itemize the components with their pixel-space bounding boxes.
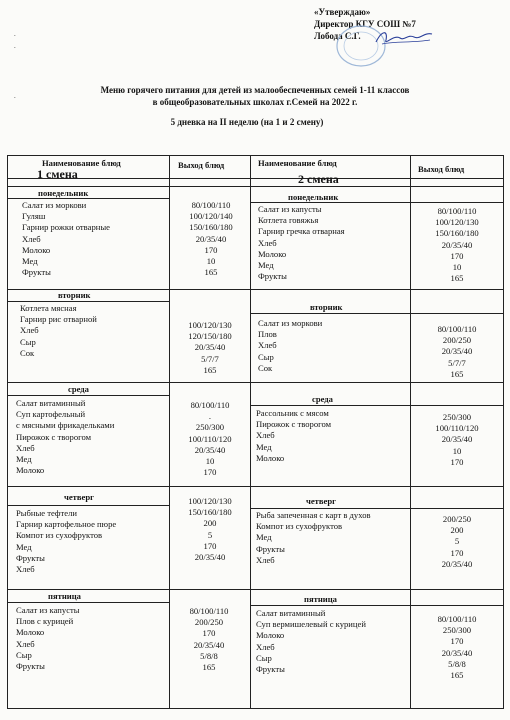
day-divider [8,198,169,199]
dish: Фрукты [16,552,45,563]
output: 165 [450,368,464,379]
row-divider [8,186,503,187]
day-label: вторник [58,290,91,300]
dish: с мясными фрикадельками [16,420,115,431]
output: 100/110/120 [188,433,232,444]
day-label: понедельник [38,188,89,198]
output: 170 [450,250,464,261]
col-divider [250,156,251,708]
output: 10 [452,445,462,456]
day-divider [250,508,503,509]
dish: Салат из моркови [22,200,87,210]
dish-list [22,200,110,278]
dish: Молоко [16,465,45,476]
day-label: среда [68,384,89,394]
dish: Сыр [20,336,36,347]
dish: Сыр [256,652,272,663]
output: 165 [203,364,217,375]
output-list [174,400,246,478]
header-dish-name-2: Наименование блюд [258,158,337,168]
output: 250/300 [442,412,472,422]
output: 170 [450,547,464,558]
output: 20/35/40 [441,434,473,445]
dish: Рассольник с мясом [256,408,329,418]
dish: Компот из сухофруктов [16,530,103,541]
output: . [208,411,212,422]
output: 5/7/7 [448,357,466,368]
dish: Мед [256,532,272,543]
dish: Суп картофельный [16,409,86,420]
day-divider [250,313,503,314]
dish: Гуляш [22,211,46,222]
dish: Сок [20,347,35,358]
col-divider [169,156,170,708]
dish: Фрукты [256,543,285,554]
day-divider [8,395,169,396]
margin-mark: . [14,92,16,100]
output: 150/160/180 [189,222,233,233]
signature [372,28,436,48]
dish: Молоко [16,627,45,638]
output: 80/100/110 [190,400,230,410]
dish: Хлеб [20,325,39,336]
col-divider [410,156,411,708]
output: 150/160/180 [188,507,232,518]
dish: Плов с курицей [16,616,74,627]
output: 170 [203,467,217,478]
output: 20/35/40 [194,342,226,353]
output: 200 [203,518,217,529]
day-label: среда [312,394,333,404]
output-list [414,412,500,468]
header-dish-name: Наименование блюд [42,158,121,168]
output: 170 [450,636,464,647]
dish: Мед [16,541,32,552]
output: 5 [454,536,460,547]
dish: Хлеб [258,237,277,248]
dish: Молоко [22,244,51,255]
output-list [414,206,500,284]
dish: Фрукты [16,661,45,672]
dish: Пирожок с творогом [256,419,332,430]
output: 10 [206,256,216,267]
shift-2-label: 2 смена [298,172,339,186]
output: 100/120/140 [189,211,233,222]
day-divider [250,605,503,606]
dish: Салат из моркови [258,318,323,328]
menu-title-line-2: в общеобразовательных школах г.Семей на 2022 г. [152,97,358,107]
menu-subtitle: 5 дневка на II неделю (на 1 и 2 смену) [170,117,324,127]
day-divider [8,301,169,302]
day-label: вторник [310,302,343,312]
dish: Котлета говяжья [258,215,319,226]
margin-mark: . [14,30,16,38]
output: 200/250 [194,617,224,628]
dish-list [20,303,97,359]
dish: Гарнир рис отварной [20,314,97,325]
dish: Гарнир гречка отварная [258,226,345,237]
output: 5 [207,529,213,540]
output: 165 [202,662,216,673]
output: 10 [452,262,462,273]
dish: Мед [256,441,272,452]
output: 120/150/180 [188,331,232,342]
header-output-2: Выход блюд [418,164,465,174]
dish: Плов [258,329,277,340]
output: 165 [204,267,218,278]
day-divider [8,602,169,603]
output: 20/35/40 [441,558,473,569]
shift-1-label: 1 смена [37,167,78,181]
dish: Сыр [258,351,274,362]
output-list [414,614,500,681]
dish-list [16,398,114,476]
output: 80/100/110 [437,614,477,624]
output: 5/8/8 [448,658,466,669]
output: 100/110/120 [435,423,479,434]
dish: Салат витаминный [256,608,326,618]
dish: Гарнир картофельное пюре [16,519,117,530]
menu-table [7,155,504,709]
dish: Хлеб [16,442,35,453]
output-list [174,496,246,563]
output: 20/35/40 [193,639,225,650]
day-label: четверг [306,496,337,506]
output: 5/8/8 [200,650,218,661]
output: 100/120/130 [188,496,232,506]
dish: Пирожок с творогом [16,431,92,442]
output-list [174,320,246,376]
dish: Хлеб [258,340,277,351]
output: 10 [205,456,215,467]
dish: Котлета мясная [20,303,77,313]
output: 170 [450,456,464,467]
dish: Салат витаминный [16,398,86,408]
output: 80/100/110 [191,200,231,210]
dish: Хлеб [16,638,35,649]
output: 100/120/130 [435,217,479,228]
output-list [414,324,500,380]
dish: Салат из капусты [258,204,322,214]
output: 165 [450,273,464,284]
dish: Фрукты [256,664,285,675]
dish: Молоко [256,630,285,641]
dish: Хлеб [256,430,275,441]
dish: Гарнир рожки отварные [22,222,110,233]
day-label: пятница [48,591,81,601]
output: 80/100/110 [437,324,477,334]
day-divider [8,505,169,506]
output: 20/35/40 [441,239,473,250]
dish-list [256,608,366,675]
dish-list [16,508,116,575]
header-output: Выход блюд [178,160,225,170]
output: 100/120/130 [188,320,232,330]
output-list [178,200,244,278]
day-label: понедельник [288,192,339,202]
dish: Сок [258,362,273,373]
output: 170 [204,244,218,255]
dish: Хлеб [256,554,275,565]
day-divider [250,202,503,203]
day-label: четверг [64,492,95,502]
output: 170 [202,628,216,639]
approval-line-1: «Утверждаю» [314,7,371,17]
dish: Мед [16,454,32,465]
dish: Мед [22,256,38,267]
dish-list [256,408,331,464]
output: 20/35/40 [195,233,227,244]
dish: Рыбные тефтели [16,508,77,518]
dish-list [258,318,322,374]
output: 170 [203,540,217,551]
row-divider [8,589,503,590]
output: 20/35/40 [194,444,226,455]
dish-list [258,204,345,282]
approval-line-2: Директор КГУ СОШ №7 [314,19,416,29]
dish: Компот из сухофруктов [256,521,343,532]
row-divider [8,486,503,487]
menu-title-line-1: Меню горячего питания для детей из малообеспеченных семей 1-11 классов [100,85,410,95]
output-list [414,514,500,570]
output: 250/300 [195,422,225,433]
output: 250/300 [442,625,472,636]
dish: Хлеб [16,564,35,575]
output: 80/100/110 [189,606,229,616]
output: 20/35/40 [441,647,473,658]
dish: Фрукты [22,267,51,278]
day-label: пятница [304,594,337,604]
output: 200/250 [442,335,472,346]
margin-mark: . [14,42,16,50]
dish: Рыба запеченная с карт в духов [256,510,371,520]
dish-list [16,605,80,672]
output: 150/160/180 [435,228,479,239]
dish: Сыр [16,649,32,660]
output: 165 [450,670,464,681]
output: 20/35/40 [441,346,473,357]
dish: Молоко [258,248,287,259]
dish: Мед [258,260,274,271]
dish: Хлеб [22,233,41,244]
dish: Салат из капусты [16,605,80,615]
output-list [172,606,246,673]
dish: Фрукты [258,271,287,282]
output: 200/250 [442,514,472,524]
dish: Хлеб [256,641,275,652]
output: 80/100/110 [437,206,477,216]
header-divider [250,178,503,179]
output: 200 [450,525,464,536]
output: 20/35/40 [194,552,226,563]
day-divider [250,405,503,406]
row-divider [8,382,503,383]
approval-line-3: Лобода С.Г. [314,31,361,41]
dish-list [256,510,371,566]
output: 5/7/7 [201,353,219,364]
dish: Суп вермишелевый с курицей [256,619,366,630]
dish: Молоко [256,452,285,463]
